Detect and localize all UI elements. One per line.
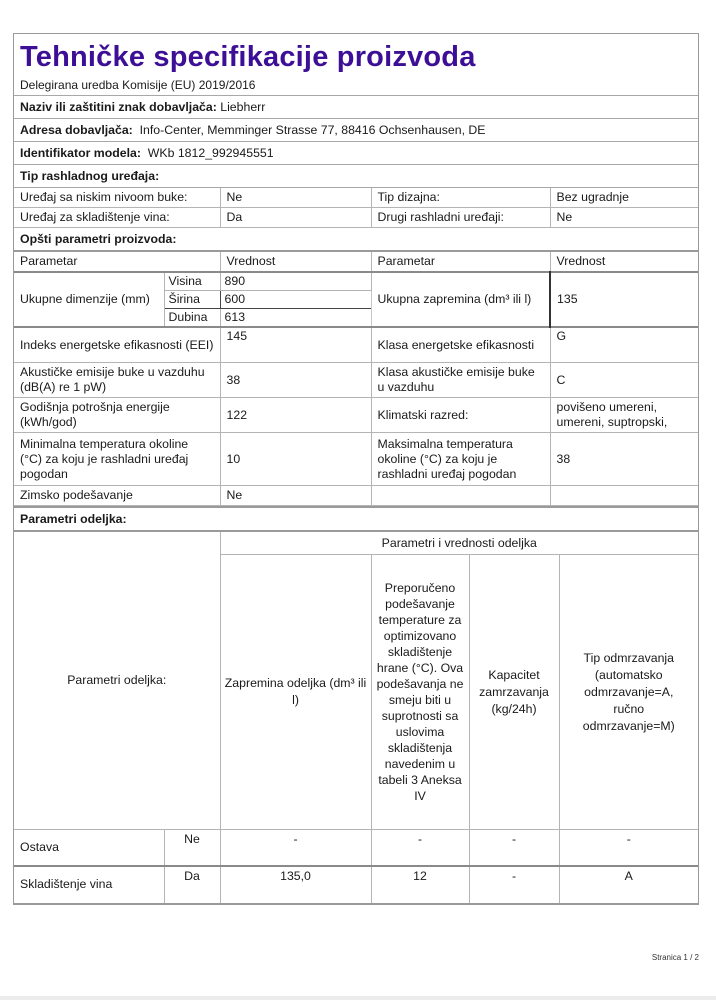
page-number: Stranica 1 / 2	[651, 953, 699, 962]
table-row	[14, 208, 698, 228]
compartment-name: Ostava	[14, 830, 164, 866]
col-header-value2: Vrednost	[550, 252, 698, 272]
wine-storage-label: Uređaj za skladištenje vina:	[14, 208, 220, 228]
table-row	[14, 433, 698, 486]
min-temp-label: Minimalna temperatura okoline (°C) za koju je rashladni uređaj pogodan	[14, 433, 220, 486]
low-noise-label: Uređaj sa niskim nivoom buke:	[14, 188, 220, 208]
other-appliances-label: Drugi rashladni uređaji:	[371, 208, 550, 228]
dim-value: 600	[220, 291, 371, 309]
other-appliances-value: Ne	[550, 208, 698, 228]
col-header-defrost: Tip odmrzavanja (automatsko odmrzavanje=A, ručno odmrzavanje=M)	[559, 555, 698, 830]
general-heading: Opšti parametri proizvoda:	[20, 232, 177, 246]
compartments-table	[14, 532, 698, 905]
wine-storage-value: Da	[220, 208, 371, 228]
regulation-row	[14, 74, 698, 96]
winter-setting-label: Zimsko podešavanje	[14, 486, 220, 506]
compartment-present: Da	[164, 866, 220, 904]
col-header-param: Parametar	[14, 252, 220, 272]
volume-label: Ukupna zapremina (dm³ ili l)	[371, 272, 550, 327]
noise-class-value: C	[550, 363, 698, 398]
table-row	[14, 486, 698, 506]
design-type-value: Bez ugradnje	[550, 188, 698, 208]
col-header-value: Vrednost	[220, 252, 371, 272]
supplier-name-row	[14, 96, 698, 119]
table-header-row	[14, 532, 698, 555]
design-type-label: Tip dizajna:	[371, 188, 550, 208]
group-header: Parametri i vrednosti odeljka	[220, 532, 698, 555]
noise-emission-value: 38	[220, 363, 371, 398]
dim-name: Visina	[164, 272, 220, 291]
table-row	[14, 272, 698, 291]
supplier-address-value: Info-Center, Memminger Strasse 77, 88416 Ochsenhausen, DE	[139, 123, 486, 137]
table-row	[14, 327, 698, 363]
col-header-param2: Parametar	[371, 252, 550, 272]
empty-cell	[371, 486, 550, 506]
supplier-name-value: Liebherr	[220, 100, 266, 114]
annual-energy-label: Godišnja potrošnja energije (kWh/god)	[14, 398, 220, 433]
table-row	[14, 398, 698, 433]
appliance-type-heading-row	[14, 165, 698, 188]
dim-name: Širina	[164, 291, 220, 309]
model-id-value: WKb 1812_992945551	[147, 146, 274, 160]
supplier-name-label: Naziv ili zaštitini znak dobavljača:	[20, 100, 217, 114]
dim-value: 890	[220, 272, 371, 291]
col-header-volume: Zapremina odeljka (dm³ ili l)	[220, 555, 371, 830]
energy-class-value: G	[550, 327, 698, 363]
noise-class-label: Klasa akustičke emisije buke u vazduhu	[371, 363, 550, 398]
min-temp-value: 10	[220, 433, 371, 486]
general-heading-row	[14, 228, 698, 252]
table-row	[14, 830, 698, 866]
col-header-freeze: Kapacitet zamrzavanja (kg/24h)	[469, 555, 559, 830]
table-row	[14, 866, 698, 904]
noise-emission-label: Akustičke emisije buke u vazduhu (dB(A) re 1 pW)	[14, 363, 220, 398]
spec-sheet	[13, 33, 699, 905]
dim-name: Dubina	[164, 309, 220, 328]
general-params-table	[14, 252, 698, 506]
compartment-row-header: Parametri odeljka:	[14, 532, 220, 830]
compartment-defrost: -	[559, 830, 698, 866]
volume-value: 135	[550, 272, 698, 327]
compartment-temp: -	[371, 830, 469, 866]
compartments-heading: Parametri odeljka:	[20, 512, 127, 526]
dims-label: Ukupne dimenzije (mm)	[14, 272, 164, 327]
compartment-volume: 135,0	[220, 866, 371, 904]
compartment-volume: -	[220, 830, 371, 866]
viewer-bottom-bar	[0, 996, 716, 1000]
compartment-freeze: -	[469, 830, 559, 866]
climate-class-value: povišeno umereni, umereni, suptropski,	[550, 398, 698, 433]
max-temp-label: Maksimalna temperatura okoline (°C) za koju je rashladni uređaj pogodan	[371, 433, 550, 486]
table-header-row	[14, 252, 698, 272]
appliance-type-table	[14, 188, 698, 228]
compartment-freeze: -	[469, 866, 559, 904]
max-temp-value: 38	[550, 433, 698, 486]
table-row	[14, 363, 698, 398]
climate-class-label: Klimatski razred:	[371, 398, 550, 433]
empty-cell	[550, 486, 698, 506]
appliance-type-heading: Tip rashladnog uređaja:	[20, 169, 160, 183]
eei-value: 145	[220, 327, 371, 363]
compartment-defrost: A	[559, 866, 698, 904]
energy-class-label: Klasa energetske efikasnosti	[371, 327, 550, 363]
supplier-address-label: Adresa dobavljača:	[20, 123, 133, 137]
eei-label: Indeks energetske efikasnosti (EEI)	[14, 327, 220, 363]
dim-value: 613	[220, 309, 371, 328]
compartment-temp: 12	[371, 866, 469, 904]
low-noise-value: Ne	[220, 188, 371, 208]
compartment-name: Skladištenje vina	[14, 866, 164, 904]
table-row	[14, 188, 698, 208]
title-row	[14, 34, 698, 74]
winter-setting-value: Ne	[220, 486, 371, 506]
model-id-row	[14, 142, 698, 165]
compartment-present: Ne	[164, 830, 220, 866]
regulation-text: Delegirana uredba Komisije (EU) 2019/2016	[20, 77, 256, 92]
compartments-heading-row	[14, 506, 698, 532]
model-id-label: Identifikator modela:	[20, 146, 141, 160]
col-header-temp: Preporučeno podešavanje temperature za optimizovano skladištenje hrane (°C). Ova podešavanja ne smeju biti u suprotnosti sa uslovima skladištenja navedenim u tabeli 3 Aneksa IV	[371, 555, 469, 830]
page-title: Tehničke specifikacije proizvoda	[20, 41, 476, 73]
supplier-address-row	[14, 119, 698, 142]
annual-energy-value: 122	[220, 398, 371, 433]
